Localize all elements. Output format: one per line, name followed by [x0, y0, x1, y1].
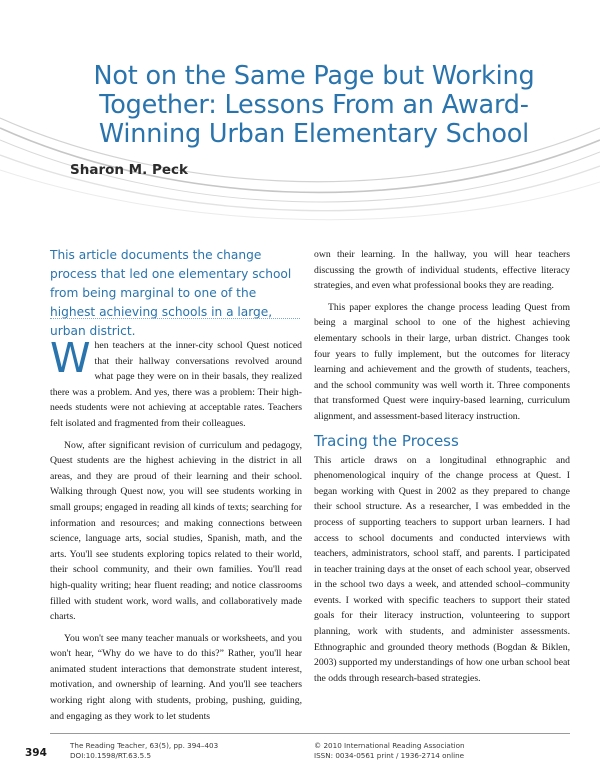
footer-divider: [50, 733, 570, 734]
paragraph: own their learning. In the hallway, you will hear teachers discussing the growth of individual students, effective literacy strategies, and even what professional books they are reading.: [314, 249, 570, 292]
publication-info: [314, 741, 465, 761]
paragraph: You won't see many teacher manuals or worksheets, and you won't hear, “Why do we have to do this?” Rather, you'll hear animated student interactions that demonstrate student interest, motivation, and ownership of learning. And you'll see teachers working right along with students, probing, pushing, guiding, and engaging as they work to let students: [50, 632, 302, 722]
article-title: Not on the Same Page but Working Together: Lessons From an Award-Winning Urban Elementary School: [93, 61, 535, 149]
doi: DOI:10.1598/RT.63.5.5: [70, 751, 152, 760]
paragraph-text: hen teachers at the inner-city school Quest noticed that their hallway conversations revolved around what page they were on in their basals, they realized there was a problem. And yes, there was a problem: Their high-needs students were not achieving at acceptable rates. Teachers felt isolated and fragmented from their colleagues.: [50, 340, 302, 429]
right-column: [314, 247, 570, 692]
author-name: Sharon M. Peck: [70, 162, 188, 178]
section-heading: Tracing the Process: [314, 431, 459, 450]
abstract-divider: [50, 318, 300, 319]
journal-citation: [70, 741, 218, 761]
drop-cap: W: [50, 334, 91, 382]
left-column: [50, 334, 302, 730]
page-number: 394: [25, 747, 47, 759]
abstract: This article documents the change process that led one elementary school from being marginal to one of the highest achieving schools in a large, urban district.: [50, 248, 292, 338]
paragraph: Now, after significant revision of curriculum and pedagogy, Quest students are the highest achieving in the district in all areas, and they are proud of their learning and their school. Walking through Quest now, you will see students working in small groups; engaged in reading all kinds of texts; searching for information and resources; and making connections between science, language arts, social studies, Spanish, math, and the arts. You'll see students exploring topics related to their world, their school community, and their own families. You'll read high-quality writing; hear fluent reading; and notice classrooms filled with student work, word walls, and collaboratively made charts.: [50, 439, 302, 623]
paragraph: This paper explores the change process leading Quest from being a marginal school to one of the highest achieving elementary schools in their large, urban district. Changes took four years to fully implement, but the outcomes for literacy learning and achievement and the growth of students, teachers, and the school community was well worth it. Three components that transformed Quest were inquiry-based learning, curriculum alignment, and assessment-based literacy instruction.: [314, 301, 570, 422]
copyright: © 2010 International Reading Association: [314, 741, 465, 750]
paragraph: [50, 334, 302, 432]
issn: ISSN: 0034-0561 print / 1936-2714 online: [314, 751, 465, 760]
paragraph: This article draws on a longitudinal ethnographic and phenomenological inquiry of the change process at Quest. I began working with Quest in 2002 as they prepared to change their school structure. As a researcher, I was embedded in the process of supporting teachers to support urban learners. I had access to school documents and conducted interviews with teachers, administrators, school staff, and parents. I participated in teacher training days at the onset of each school year, observed in the school two days a week, and attended school–community events. I worked with specific teachers to support their stated goals for their literacy instruction, volunteering to support planning, work with students, and administer assessments. Ethnographic and grounded theory methods (Bogdan & Biklen, 2003) supported my understandings of how one urban school beat the odds through research-based strategies.: [314, 454, 570, 684]
journal-reference: The Reading Teacher, 63(5), pp. 394–403: [70, 741, 219, 750]
